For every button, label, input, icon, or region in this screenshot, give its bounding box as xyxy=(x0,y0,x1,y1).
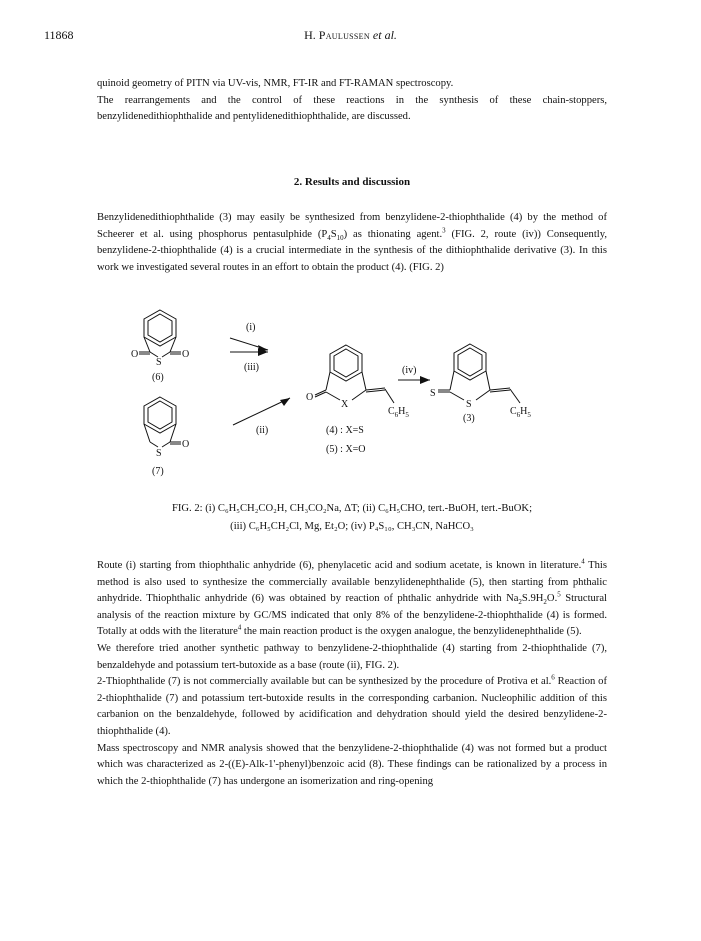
route-ii-label: (ii) xyxy=(256,425,269,436)
reaction-scheme xyxy=(130,300,600,490)
paragraph-1: Benzylidenedithiophthalide (3) may easily be synthesized from benzylidene-2-thiophthalide (4) by the method of Scheerer et al. using phosphorus pentasulphide $(P_4S_{10})$ as thionating agent.$^3$ (FIG. 2, route (iv)) Consequently, benzylidene-2-thiophthalide (4) is a crucial intermediate in the synthesis of the dithiophthalide derivative (3). In this work we investigated several routes in an effort to obtain the product (4). (FIG. 2) xyxy=(97,212,607,273)
running-header xyxy=(44,28,657,44)
atom-o-right-6: O xyxy=(182,349,190,360)
reaction-scheme-svg xyxy=(130,300,600,490)
paragraph-3: We therefore tried another synthetic pathway to benzylidene-2-thiophthalide (4) starting from 2-thiophthalide (7), benzaldehyde and potassium tert-butoxide as a base (route (ii), FIG. 2). xyxy=(97,642,607,671)
compound-6-label: (6) xyxy=(152,372,164,383)
structure-7 xyxy=(144,397,181,447)
caption-line-2: (iii) C₆H₅CH₂Cl, Mg, Et₂O; (iv) P₄S₁₀, CH₃CN, NaHCO₃ xyxy=(230,521,474,532)
caption-line-1: FIG. 2: (i) C₆H₅CH₂CO₂H, CH₃CO₂Na, ΔT; (ii) C₆H₅CHO, tert.-BuOH, tert.-BuOK; xyxy=(171,503,533,514)
atom-o-4: O xyxy=(306,392,314,403)
compound-5-label: (5) : X=O xyxy=(326,444,366,455)
structure-3 xyxy=(438,344,520,403)
phenyl-3: $C_6H_5$ xyxy=(510,406,531,419)
route-i-label: (i) xyxy=(246,322,256,333)
compound-4-label: (4) : X=S xyxy=(326,425,364,436)
intro-line-1: quinoid geometry of PITN via UV-vis, NMR, FT-IR and FT-RAMAN spectroscopy. xyxy=(97,78,454,89)
structure-4-5 xyxy=(315,345,394,403)
phenyl-4: $C_6H_5$ xyxy=(388,406,409,419)
paragraph-2: Route (i) starting from thiophthalic anhydride (6), phenylacetic acid and sodium acetate, is known in literature.$^4$ This method is also used to synthesize the commercially available benzylidenephthalide (5), then starting from phthalic anhydride. Thiophthalic anhydride (6) was obtained by reaction of phthalic anhydride with $Na_2S.9H_2O.^5$ Structural analysis of the reaction mixture by GC/MS indicated that only 8% of the benzylidene-2-thiophthalide (4) is formed. Totally at odds with the literature$^4$ the main reaction product is the oxygen analogue, the benzylidenephthalide (5). We therefore tried another synthetic pathway to benzylidene-2-thiophthalide (4) starting from 2-thiophthalide (7), benzaldehyde and potassium tert-butoxide as a base (route (ii), FIG. 2). 2-Thiophthalide (7) is not commercially available but can be synthesized by the procedure of Protiva et al.$^6$ Reaction of 2-thiophthalide (7) and potassium tert-butoxide results in the corresponding carbanion. Nucleophilic addition of this carbanion on the benzaldehyde, followed by acidification and dehydration should yield the desired benzylidene-2-thiophthalide (4). Mass spectroscopy and NMR analysis showed that the benzylidene-2-thiophthalide (4) was not formed but a product which was characterized as 2-((E)-Alk-1'-phenyl)benzoic acid (8). These findings can be rationalized by a process in which the 2-thiophthalide (7) has undergone an isomerization and ring-opening xyxy=(97,558,607,790)
page-number: 11868 xyxy=(44,28,74,42)
atom-s-6: S xyxy=(156,357,162,368)
compound-7-label: (7) xyxy=(152,466,164,477)
atom-s-thione-3: S xyxy=(430,388,436,399)
section-heading: 2. Results and discussion xyxy=(293,176,411,188)
intro-paragraph xyxy=(97,76,607,126)
route-iii-label: (iii) xyxy=(244,362,259,373)
atom-s-ring-3: S xyxy=(466,399,472,410)
compound-3-label: (3) xyxy=(463,413,475,424)
paragraph-4: 2-Thiophthalide (7) is not commercially available but can be synthesized by the procedure of Protiva et al.$^6$ Reaction of 2-thiophthalide (7) and potassium tert-butoxide results in the corresponding carbanion. Nucleophilic addition of this carbanion on the benzaldehyde, followed by acidification and dehydration should yield the desired benzylidene-2-thiophthalide (4). xyxy=(97,673,607,737)
route-iv-label: (iv) xyxy=(402,365,417,376)
running-author: H. Paulussen et al. xyxy=(304,28,397,42)
atom-s-7: S xyxy=(156,448,162,459)
atom-x-4: X xyxy=(341,399,349,410)
figure-caption xyxy=(97,500,607,536)
intro-line-2: The rearrangements and the control of these reactions in the synthesis of these chain-stoppers, benzylidenedithiophthalide and pentylidenedithiophthalide, are discussed. xyxy=(97,94,607,123)
atom-o-7: O xyxy=(182,439,190,450)
paragraph-5: Mass spectroscopy and NMR analysis showed that the benzylidene-2-thiophthalide (4) was not formed but a product which was characterized as 2-((E)-Alk-1'-phenyl)benzoic acid (8). These findings can be rationalized by a process in which the 2-thiophthalide (7) has undergone an isomerization and ring-opening xyxy=(97,742,607,787)
atom-o-left-6: O xyxy=(131,349,139,360)
structure-6 xyxy=(139,310,181,357)
